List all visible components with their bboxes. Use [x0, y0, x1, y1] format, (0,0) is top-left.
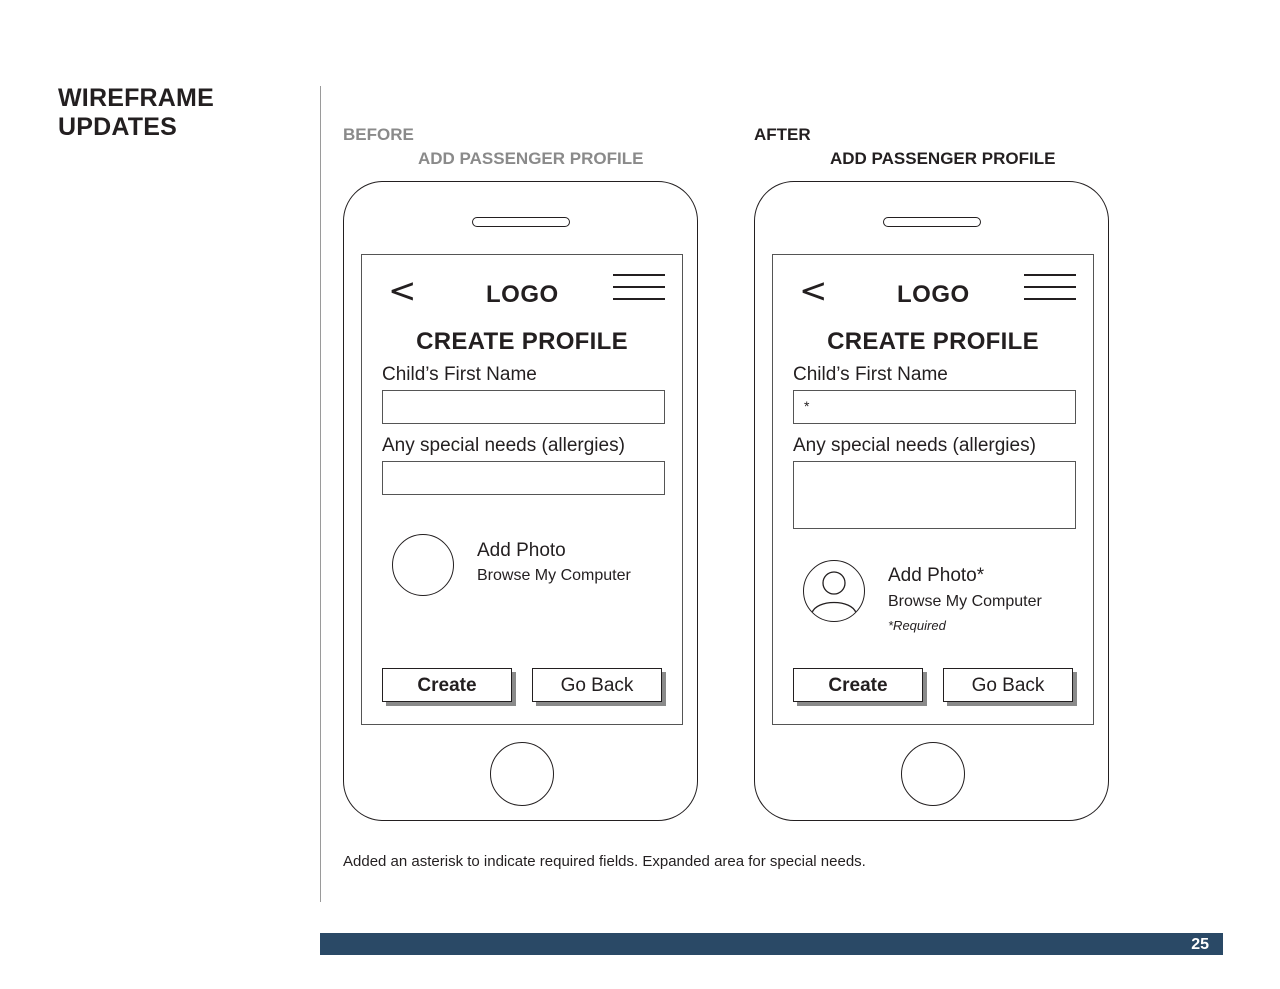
first-name-label: Child’s First Name: [793, 364, 948, 385]
user-silhouette-icon: [804, 561, 864, 621]
after-label: AFTER: [754, 125, 811, 144]
add-photo-label: Add Photo*: [888, 565, 985, 586]
special-needs-label: Any special needs (allergies): [382, 435, 625, 456]
back-arrow-icon[interactable]: <: [799, 271, 828, 311]
create-profile-title: CREATE PROFILE: [827, 328, 1039, 355]
create-profile-title: CREATE PROFILE: [416, 328, 628, 355]
page-number: 25: [1191, 936, 1209, 953]
phone-speaker: [883, 217, 981, 227]
special-needs-input[interactable]: [382, 461, 665, 495]
photo-placeholder-icon[interactable]: [392, 534, 454, 596]
phone-speaker: [472, 217, 570, 227]
go-back-button[interactable]: Go Back: [532, 668, 662, 702]
after-screen-title: ADD PASSENGER PROFILE: [830, 149, 1056, 168]
before-phone-screen: [361, 254, 683, 725]
add-photo-label: Add Photo: [477, 540, 566, 561]
after-phone-screen: [772, 254, 1094, 725]
logo: LOGO: [486, 281, 559, 308]
hamburger-icon[interactable]: [1024, 274, 1076, 302]
hamburger-icon[interactable]: [613, 274, 665, 302]
before-phone-frame: [343, 181, 698, 821]
special-needs-label: Any special needs (allergies): [793, 435, 1036, 456]
before-screen-title: ADD PASSENGER PROFILE: [418, 149, 644, 168]
before-label: BEFORE: [343, 125, 414, 144]
user-avatar-icon[interactable]: [803, 560, 865, 622]
back-arrow-icon[interactable]: <: [388, 271, 417, 311]
first-name-input[interactable]: *: [793, 390, 1076, 424]
browse-my-computer-link[interactable]: Browse My Computer: [477, 567, 631, 584]
footer-bar: [320, 933, 1223, 955]
after-phone-frame: [754, 181, 1109, 821]
first-name-label: Child’s First Name: [382, 364, 537, 385]
required-note: *Required: [888, 618, 946, 633]
phone-home-button: [901, 742, 965, 806]
first-name-input[interactable]: [382, 390, 665, 424]
caption: Added an asterisk to indicate required fields. Expanded area for special needs.: [343, 853, 866, 870]
phone-home-button: [490, 742, 554, 806]
page-title-line1: WIREFRAME: [58, 84, 214, 112]
create-button[interactable]: Create: [382, 668, 512, 702]
page-title: [58, 84, 214, 142]
page-title-line2: UPDATES: [58, 113, 178, 141]
create-button[interactable]: Create: [793, 668, 923, 702]
browse-my-computer-link[interactable]: Browse My Computer: [888, 593, 1042, 610]
special-needs-input[interactable]: [793, 461, 1076, 529]
go-back-button[interactable]: Go Back: [943, 668, 1073, 702]
logo: LOGO: [897, 281, 970, 308]
vertical-divider: [320, 86, 321, 902]
